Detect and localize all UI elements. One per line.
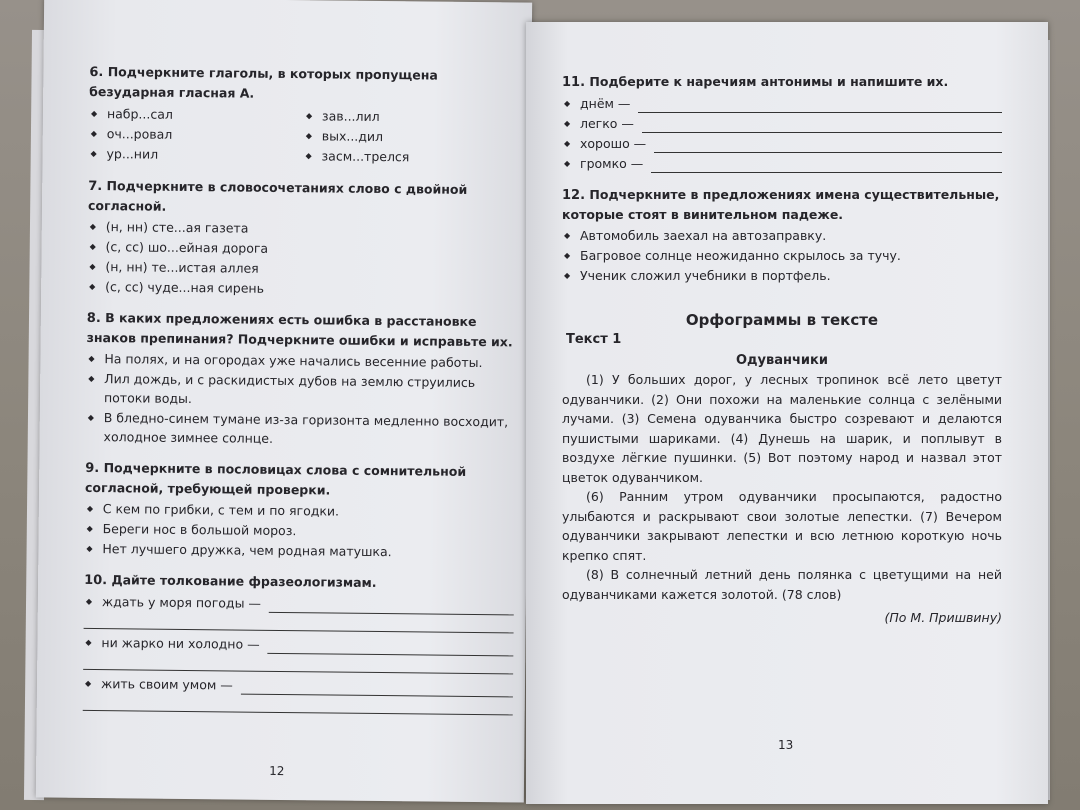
list-item: ◆ Нет лучшего дружка, чем родная матушка. bbox=[84, 539, 514, 563]
task-11-list bbox=[562, 94, 1002, 173]
task-12-title: Подчеркните в предложениях имена существительные, которые стоят в винительном падеже. bbox=[562, 187, 1000, 222]
answer-line[interactable] bbox=[642, 119, 1002, 133]
task-9 bbox=[84, 458, 515, 562]
task-7-list bbox=[87, 217, 518, 300]
task-8-list bbox=[86, 349, 517, 450]
task-11 bbox=[562, 72, 1002, 173]
task-6-heading bbox=[89, 62, 519, 106]
left-page-content bbox=[83, 62, 520, 727]
list-item: ◆ засм...трелся bbox=[303, 146, 518, 167]
author-credit: (По М. Пришвину) bbox=[884, 610, 1002, 625]
task-12 bbox=[562, 185, 1002, 285]
task-6-title: Подчеркните глаголы, в которых пропущена безударная гласная А. bbox=[89, 64, 438, 101]
list-item: ◆ Автомобиль заехал на автозаправку. bbox=[562, 226, 1002, 245]
story-paragraph-1: (1) У больших дорог, у лесных тропинок всё лето цветут одуванчики. (2) Они похожи на маленькие солнца с зелёными лучами. (3) Семена одуванчика быстро созревают и делаются пушистыми шариками. (4) Дунешь на шарик, и поплывут в воздухе лёгкие пушинки. (5) Вот поэтому народ и назвал этот цветок одуванчиком. bbox=[562, 372, 1002, 485]
task-8-title: В каких предложениях есть ошибка в расстановке знаков препинания? Подчеркните ошибки и исправьте их. bbox=[86, 310, 513, 350]
list-item: ◆ ур...нил bbox=[88, 144, 303, 165]
task-9-heading bbox=[85, 458, 515, 502]
story-paragraph-3: (8) В солнечный летний день полянка с цветущими на ней одуванчиками кажется золотой. (78 слов) bbox=[562, 567, 1002, 602]
answer-line[interactable] bbox=[654, 139, 1002, 153]
task-7-title: Подчеркните в словосочетаниях слово с двойной согласной. bbox=[87, 178, 468, 214]
answer-line[interactable] bbox=[638, 99, 1002, 113]
answer-line[interactable] bbox=[268, 640, 514, 657]
task-7-heading bbox=[88, 176, 518, 220]
list-item: ◆ (с, сс) шо...ейная дорога bbox=[87, 237, 517, 261]
list-item bbox=[562, 154, 1002, 173]
list-item: ◆ Береги нос в большой мороз. bbox=[85, 519, 515, 543]
story-title: Одуванчики bbox=[736, 353, 828, 368]
task-11-title: Подберите к наречиям антонимы и напишите их. bbox=[589, 74, 949, 89]
right-page-content bbox=[562, 72, 1002, 627]
task-11-heading bbox=[562, 72, 1002, 92]
list-item bbox=[562, 134, 1002, 153]
list-item: ◆ С кем по грибки, с тем и по ягодки. bbox=[85, 499, 515, 523]
list-item: ◆ Лил дождь, и с раскидистых дубов на землю струились потоки воды. bbox=[86, 369, 516, 412]
text-label: Текст 1 bbox=[566, 332, 622, 347]
task-12-list bbox=[562, 226, 1002, 285]
phrase-label: ◆ ждать у моря погоды — bbox=[101, 594, 262, 611]
list-item bbox=[562, 94, 1002, 113]
answer-line[interactable] bbox=[651, 159, 1002, 173]
task-8-heading bbox=[87, 308, 517, 352]
answer-line[interactable] bbox=[269, 599, 514, 616]
list-item: ◆ В бледно-синем тумане из-за горизонта медленно восходит, холодное зимнее солнце. bbox=[86, 408, 516, 451]
task-6-col1 bbox=[88, 103, 304, 166]
list-item: ◆ (н, нн) те...истая аллея bbox=[87, 257, 517, 281]
task-12-number: 12. bbox=[562, 188, 586, 203]
task-11-number: 11. bbox=[562, 75, 586, 90]
task-6 bbox=[88, 62, 519, 168]
task-6-columns bbox=[88, 101, 519, 168]
page-number: 12 bbox=[269, 763, 285, 779]
list-item: ◆ зав...лил bbox=[304, 106, 519, 127]
task-10-heading bbox=[84, 570, 514, 595]
phrase-label: ◆ жить своим умом — bbox=[100, 676, 233, 693]
adverb-label: ◆ легко — bbox=[580, 116, 634, 131]
task-10-number: 10. bbox=[84, 572, 108, 589]
task-8 bbox=[86, 308, 517, 450]
list-item: ◆ (н, нн) сте...ая газета bbox=[88, 217, 518, 241]
list-item: ◆ вых...дил bbox=[304, 126, 519, 147]
task-10-title: Дайте толкование фразеологизмам. bbox=[111, 572, 377, 590]
task-9-title: Подчеркните в пословицах слова с сомнительной согласной, требующей проверки. bbox=[84, 460, 467, 498]
answer-line[interactable] bbox=[241, 681, 513, 698]
left-page bbox=[36, 0, 532, 803]
list-item: ◆ На полях, и на огородах уже начались весенние работы. bbox=[86, 349, 516, 373]
list-item bbox=[562, 114, 1002, 133]
page-number: 13 bbox=[778, 738, 794, 752]
list-item: ◆ набр...сал bbox=[89, 104, 304, 125]
adverb-label: ◆ хорошо — bbox=[580, 136, 647, 151]
answer-line[interactable] bbox=[83, 694, 513, 716]
task-7-number: 7. bbox=[88, 178, 103, 195]
section-title: Орфограммы в тексте bbox=[685, 311, 879, 329]
right-page bbox=[526, 22, 1048, 804]
adverb-label: ◆ громко — bbox=[580, 156, 644, 171]
answer-line[interactable] bbox=[83, 653, 513, 675]
list-item: ◆ оч...ровал bbox=[89, 124, 304, 145]
list-item: ◆ Багровое солнце неожиданно скрылось за тучу. bbox=[562, 246, 1002, 265]
task-6-number: 6. bbox=[89, 64, 104, 81]
task-8-number: 8. bbox=[86, 310, 101, 327]
task-12-heading bbox=[562, 185, 1002, 224]
task-9-number: 9. bbox=[85, 460, 100, 477]
task-7 bbox=[87, 176, 518, 300]
list-item: ◆ Ученик сложил учебники в портфель. bbox=[562, 266, 1002, 285]
answer-line[interactable] bbox=[84, 612, 514, 634]
phrase-label: ◆ ни жарко ни холодно — bbox=[101, 635, 260, 652]
list-item: ◆ (с, сс) чуде...ная сирень bbox=[87, 277, 517, 301]
task-10 bbox=[83, 570, 514, 715]
adverb-label: ◆ днём — bbox=[580, 96, 631, 111]
task-9-list bbox=[84, 499, 515, 562]
task-6-col2 bbox=[303, 105, 519, 168]
story-paragraph-2: (6) Ранним утром одуванчики просыпаются, радостно улыбаются и раскрывают свои золотые лепестки. (7) Вечером одуванчики закрывают лепестки и всю летнюю короткую ночь крепко спят. bbox=[562, 489, 1002, 563]
